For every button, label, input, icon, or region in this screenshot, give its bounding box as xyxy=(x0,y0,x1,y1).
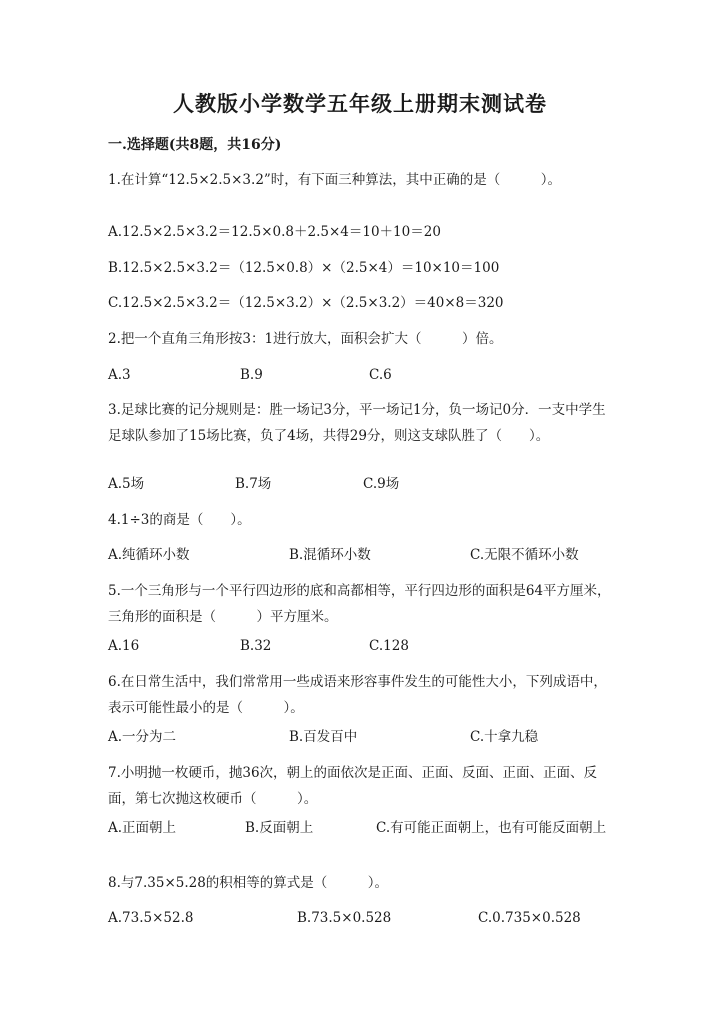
question-8-option-c: C.0.735×0.528 xyxy=(478,910,581,926)
question-2-stem: 2.把一个直角三角形按3：1进行放大，面积会扩大（ ）倍。 xyxy=(108,331,503,347)
question-2-option-a: A.3 xyxy=(108,367,131,383)
question-6-option-b: B.百发百中 xyxy=(289,729,358,745)
question-7-option-c: C.有可能正面朝上，也有可能反面朝上 xyxy=(376,820,607,836)
question-4-option-b: B.混循环小数 xyxy=(289,547,371,563)
question-6-stem: 6.在日常生活中，我们常常用一些成语来形容事件发生的可能性大小，下列成语中，表示可能性最小的是（ ）。 xyxy=(108,674,607,716)
question-1-option-c: C.12.5×2.5×3.2＝（12.5×3.2）×（2.5×3.2）＝40×8＝320 xyxy=(108,295,504,311)
question-7-option-b: B.反面朝上 xyxy=(245,820,314,836)
question-3-stem: 3.足球比赛的记分规则是：胜一场记3分，平一场记1分，负一场记0分．一支中学生足球队参加了15场比赛，负了4场，共得29分，则这支球队胜了（ ）。 xyxy=(108,402,606,444)
question-6-option-a: A.一分为二 xyxy=(108,729,177,745)
question-4-option-a: A.纯循环小数 xyxy=(108,547,190,563)
page-title: 人教版小学数学五年级上册期末测试卷 xyxy=(173,91,547,116)
question-7-stem: 7.小明抛一枚硬币，抛36次，朝上的面依次是正面、正面、反面、正面、正面、反面，第七次抛这枚硬币（ ）。 xyxy=(108,765,598,807)
question-1-stem: 1.在计算“12.5×2.5×3.2”时，有下面三种算法，其中正确的是（ ）。 xyxy=(108,172,562,188)
question-4-stem: 4.1÷3的商是（ ）。 xyxy=(108,512,251,528)
question-3-option-a: A.5场 xyxy=(108,476,145,492)
section-heading: 一.选择题(共8题，共16分) xyxy=(108,137,282,153)
question-6-option-c: C.十拿九稳 xyxy=(470,729,539,745)
question-1-option-b: B.12.5×2.5×3.2＝（12.5×0.8）×（2.5×4）＝10×10＝100 xyxy=(108,260,500,276)
question-8-stem: 8.与7.35×5.28的积相等的算式是（ ）。 xyxy=(108,875,389,891)
question-8-option-a: A.73.5×52.8 xyxy=(108,910,194,926)
question-7-option-a: A.正面朝上 xyxy=(108,820,177,836)
question-2-option-b: B.9 xyxy=(240,367,263,383)
question-8-option-b: B.73.5×0.528 xyxy=(297,910,392,926)
question-3-option-b: B.7场 xyxy=(235,476,272,492)
question-4-option-c: C.无限不循环小数 xyxy=(470,547,579,563)
question-5-stem: 5.一个三角形与一个平行四边形的底和高都相等，平行四边形的面积是64平方厘米，三角形的面积是（ ）平方厘米。 xyxy=(108,583,611,625)
question-2-option-c: C.6 xyxy=(369,367,392,383)
question-5-option-a: A.16 xyxy=(108,638,140,654)
question-1-option-a: A.12.5×2.5×3.2＝12.5×0.8＋2.5×4＝10＋10＝20 xyxy=(108,224,441,240)
question-5-option-c: C.128 xyxy=(369,638,409,654)
question-5-option-b: B.32 xyxy=(240,638,272,654)
question-3-option-c: C.9场 xyxy=(363,476,400,492)
